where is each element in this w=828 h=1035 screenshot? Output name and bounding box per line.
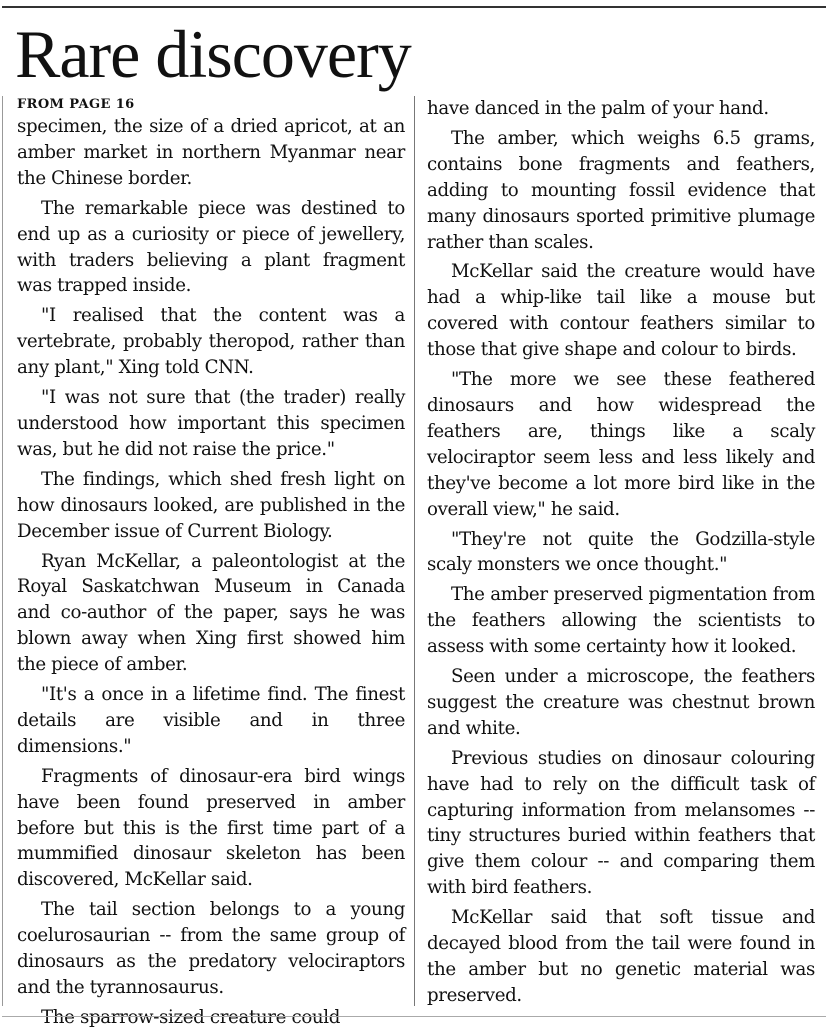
paragraph: Previous studies on dinosaur colouring have had to rely on the difficult task of capturing information from melansomes -- tiny structures buried within feathers that give them colour -- and comparing them with bird feathers. xyxy=(427,747,815,899)
paragraph: "The more we see these feathered dinosaurs and how widespread the feathers are, things like a scaly velociraptor seem less and less likely and they've become a lot more bird like in the overall view," he said. xyxy=(427,369,815,520)
paragraph: Seen under a microscope, the feathers suggest the creature was chestnut brown and white. xyxy=(427,666,815,739)
paragraph: "They're not quite the Godzilla-style scaly monsters we once thought." xyxy=(427,528,815,576)
paragraph: "It's a once in a lifetime find. The finest details are visible and in three dimensions." xyxy=(17,684,405,757)
paragraph: specimen, the size of a dried apricot, at an amber market in northern Myanmar near the Chinese border. xyxy=(17,116,405,189)
bottom-rule xyxy=(2,1016,826,1017)
paragraph: The amber preserved pigmentation from the feathers allowing the scientists to assess with some certainty how it looked. xyxy=(427,584,815,658)
paragraph: The findings, which shed fresh light on how dinosaurs looked, are published in the December issue of Current Biology. xyxy=(17,468,405,542)
paragraph: The tail section belongs to a young coelurosaurian -- from the same group of dinosaurs as the predatory velociraptors and the tyrannosaurus. xyxy=(17,899,405,998)
left-edge-rule xyxy=(2,96,3,1006)
paragraph: Ryan McKellar, a paleontologist at the Royal Saskatchwan Museum in Canada and co-author of the paper, says he was blown away when Xing first showed him the piece of amber. xyxy=(17,550,405,676)
paragraph: McKellar said the creature would have had a whip-like tail like a mouse but covered with contour feathers similar to those that give shape and colour to birds. xyxy=(427,261,815,361)
top-rule xyxy=(2,6,826,8)
paragraph: The remarkable piece was destined to end up as a curiosity or piece of jewellery, with traders believing a plant fragment was trapped inside. xyxy=(17,197,405,297)
headline: Rare discovery xyxy=(15,16,411,92)
paragraph: McKellar said that soft tissue and decayed blood from the tail were found in the amber but no genetic material was preserved. xyxy=(427,907,815,1006)
paragraph: The sparrow-sized creature could xyxy=(41,1006,341,1028)
column-divider xyxy=(414,96,415,1006)
paragraph: "I realised that the content was a vertebrate, probably theropod, rather than any plant," Xing told CNN. xyxy=(17,305,405,379)
paragraph: The amber, which weighs 6.5 grams, contains bone fragments and feathers, adding to mounting fossil evidence that many dinosaurs sported primitive plumage rather than scales. xyxy=(427,127,815,253)
paragraph: "I was not sure that (the trader) really understood how important this specimen was, but he did not raise the price." xyxy=(17,387,405,460)
article-column-right xyxy=(427,96,815,1013)
continued-from-label: FROM PAGE 16 xyxy=(17,97,135,112)
article-column-left xyxy=(17,96,405,1035)
paragraph: Fragments of dinosaur-era bird wings have been found preserved in amber before but this is the first time part of a mummified dinosaur skeleton has been discovered, McKellar said. xyxy=(17,765,405,891)
paragraph: have danced in the palm of your hand. xyxy=(427,98,769,119)
